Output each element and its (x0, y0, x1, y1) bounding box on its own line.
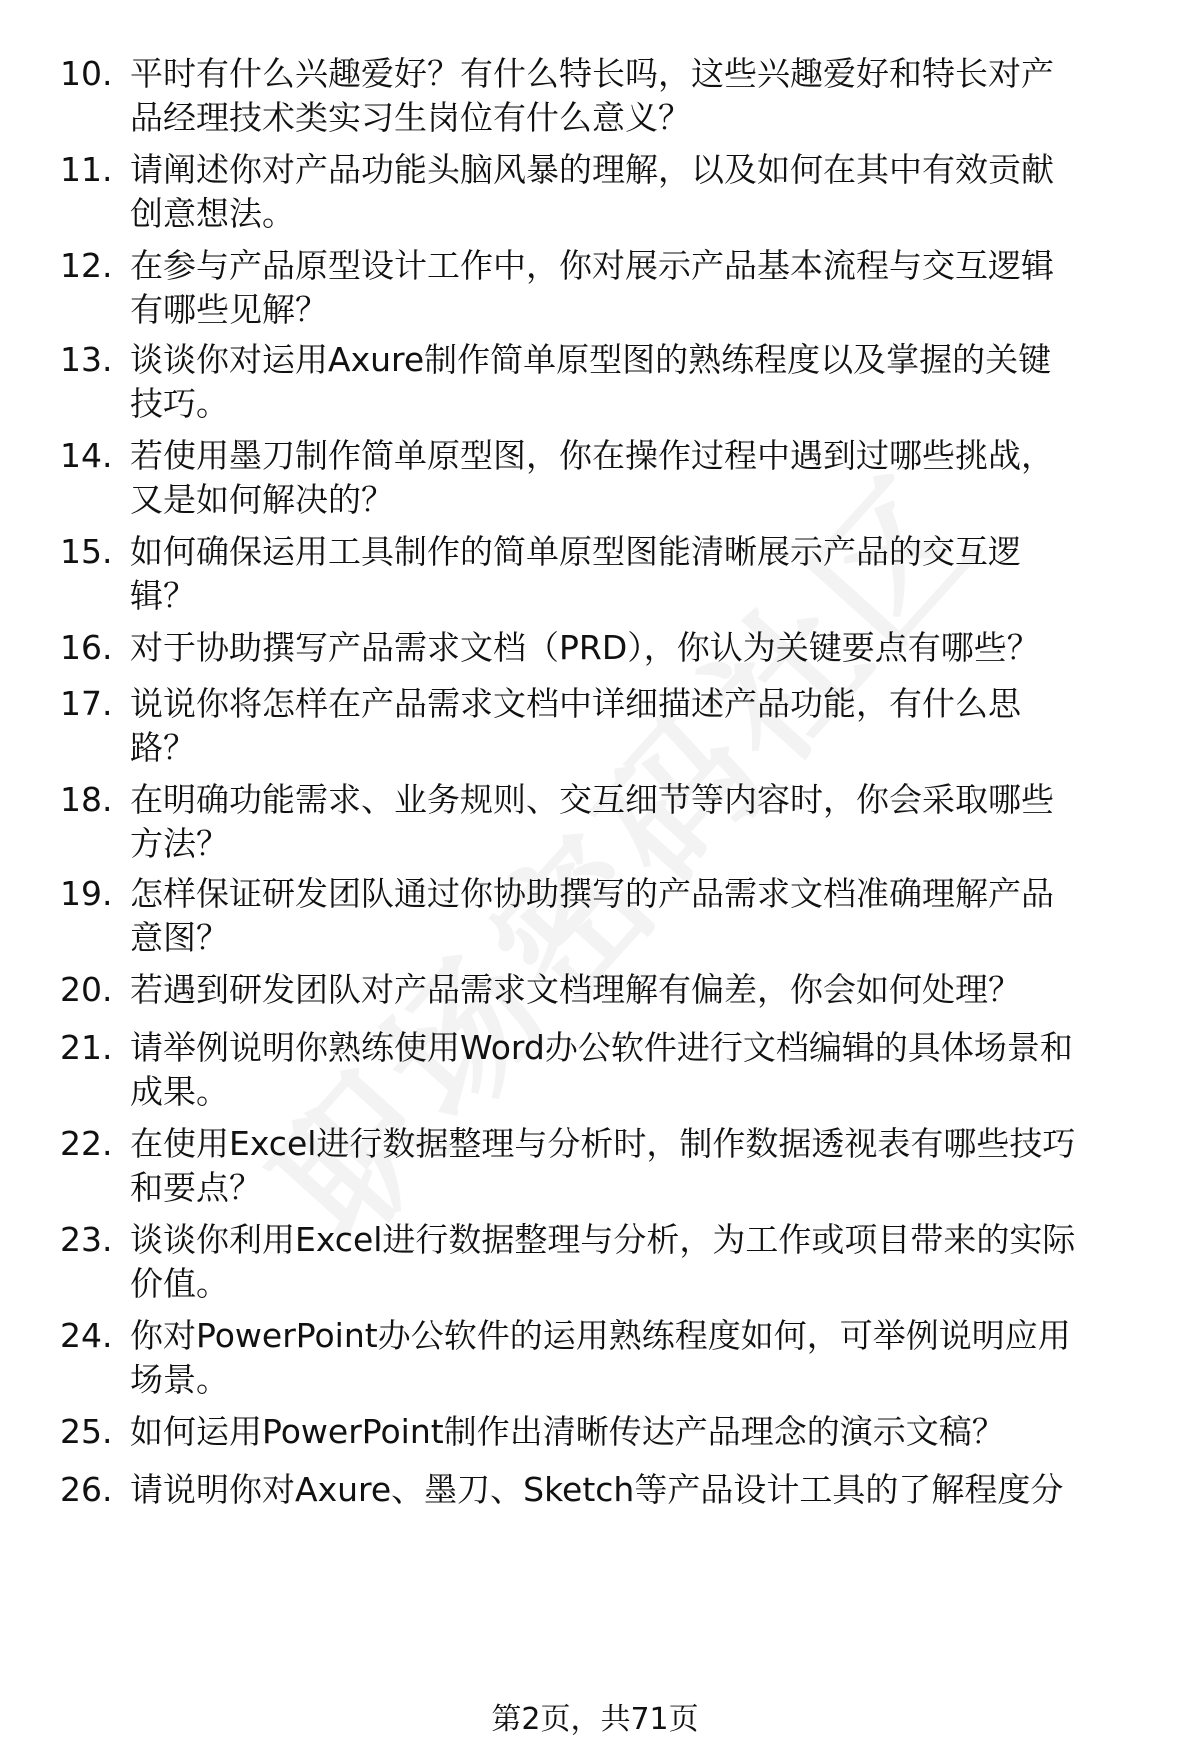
question-text (130, 244, 1140, 332)
question-number: 20. (60, 970, 113, 1009)
question-text-line: 成果。 (130, 1072, 229, 1111)
page-footer: 第2页，共71页 (491, 1702, 699, 1737)
question-text (130, 434, 1140, 522)
question-text-line: 在明确功能需求、业务规则、交互细节等内容时，你会采取哪些 (130, 780, 1054, 819)
question-text (130, 530, 1140, 618)
question-text-line: 若遇到研发团队对产品需求文档理解有偏差，你会如何处理？ (130, 970, 1021, 1009)
question-text-line: 方法？ (130, 824, 229, 863)
question-text-line: 价值。 (130, 1264, 229, 1303)
question-number: 17. (60, 684, 113, 723)
question-text (130, 872, 1140, 960)
question-text-line: 在使用Excel进行数据整理与分析时，制作数据透视表有哪些技巧 (130, 1124, 1076, 1163)
question-number: 21. (60, 1028, 113, 1067)
question-text-line: 创意想法。 (130, 194, 295, 233)
question-number: 19. (60, 874, 113, 913)
question-text (130, 626, 1140, 670)
question-text-line: 和要点？ (130, 1168, 262, 1207)
question-number: 13. (60, 340, 113, 379)
question-text (130, 1314, 1140, 1402)
question-text (130, 1122, 1140, 1210)
question-text-line: 意图？ (130, 918, 229, 957)
question-number: 12. (60, 246, 113, 285)
question-text-line: 请举例说明你熟练使用Word办公软件进行文档编辑的具体场景和 (130, 1028, 1073, 1067)
question-text (130, 1468, 1140, 1512)
question-number: 22. (60, 1124, 113, 1163)
question-text (130, 52, 1140, 140)
question-text-line: 请说明你对Axure、墨刀、Sketch等产品设计工具的了解程度分 (130, 1470, 1064, 1509)
question-text (130, 1410, 1140, 1454)
question-text-line: 路？ (130, 728, 196, 767)
question-text-line: 又是如何解决的？ (130, 480, 394, 519)
question-number: 10. (60, 54, 113, 93)
question-number: 16. (60, 628, 113, 667)
question-text (130, 682, 1140, 770)
question-text-line: 技巧。 (130, 384, 229, 423)
question-text-line: 对于协助撰写产品需求文档（PRD），你认为关键要点有哪些？ (130, 628, 1040, 667)
question-text-line: 有哪些见解？ (130, 290, 328, 329)
question-text (130, 968, 1140, 1012)
question-text-line: 谈谈你利用Excel进行数据整理与分析，为工作或项目带来的实际 (130, 1220, 1076, 1259)
question-text (130, 1026, 1140, 1114)
question-number: 11. (60, 150, 113, 189)
question-text-line: 若使用墨刀制作简单原型图，你在操作过程中遇到过哪些挑战， (130, 436, 1054, 475)
question-number: 15. (60, 532, 113, 571)
question-text-line: 怎样保证研发团队通过你协助撰写的产品需求文档准确理解产品 (130, 874, 1054, 913)
question-number: 25. (60, 1412, 113, 1451)
question-text-line: 如何确保运用工具制作的简单原型图能清晰展示产品的交互逻 (130, 532, 1021, 571)
question-number: 24. (60, 1316, 113, 1355)
question-number: 18. (60, 780, 113, 819)
question-text (130, 1218, 1140, 1306)
question-text-line: 说说你将怎样在产品需求文档中详细描述产品功能，有什么思 (130, 684, 1021, 723)
question-text-line: 你对PowerPoint办公软件的运用熟练程度如何，可举例说明应用 (130, 1316, 1071, 1355)
question-text (130, 778, 1140, 866)
question-number: 14. (60, 436, 113, 475)
question-text-line: 场景。 (130, 1360, 229, 1399)
question-text-line: 谈谈你对运用Axure制作简单原型图的熟练程度以及掌握的关键 (130, 340, 1052, 379)
question-text-line: 平时有什么兴趣爱好？有什么特长吗，这些兴趣爱好和特长对产 (130, 54, 1054, 93)
question-text-line: 辑？ (130, 576, 196, 615)
question-text-line: 如何运用PowerPoint制作出清晰传达产品理念的演示文稿？ (130, 1412, 1005, 1451)
question-text-line: 在参与产品原型设计工作中，你对展示产品基本流程与交互逻辑 (130, 246, 1054, 285)
question-number: 23. (60, 1220, 113, 1259)
question-number: 26. (60, 1470, 113, 1509)
question-text-line: 请阐述你对产品功能头脑风暴的理解，以及如何在其中有效贡献 (130, 150, 1054, 189)
question-text (130, 338, 1140, 426)
question-text (130, 148, 1140, 236)
question-text-line: 品经理技术类实习生岗位有什么意义？ (130, 98, 691, 137)
